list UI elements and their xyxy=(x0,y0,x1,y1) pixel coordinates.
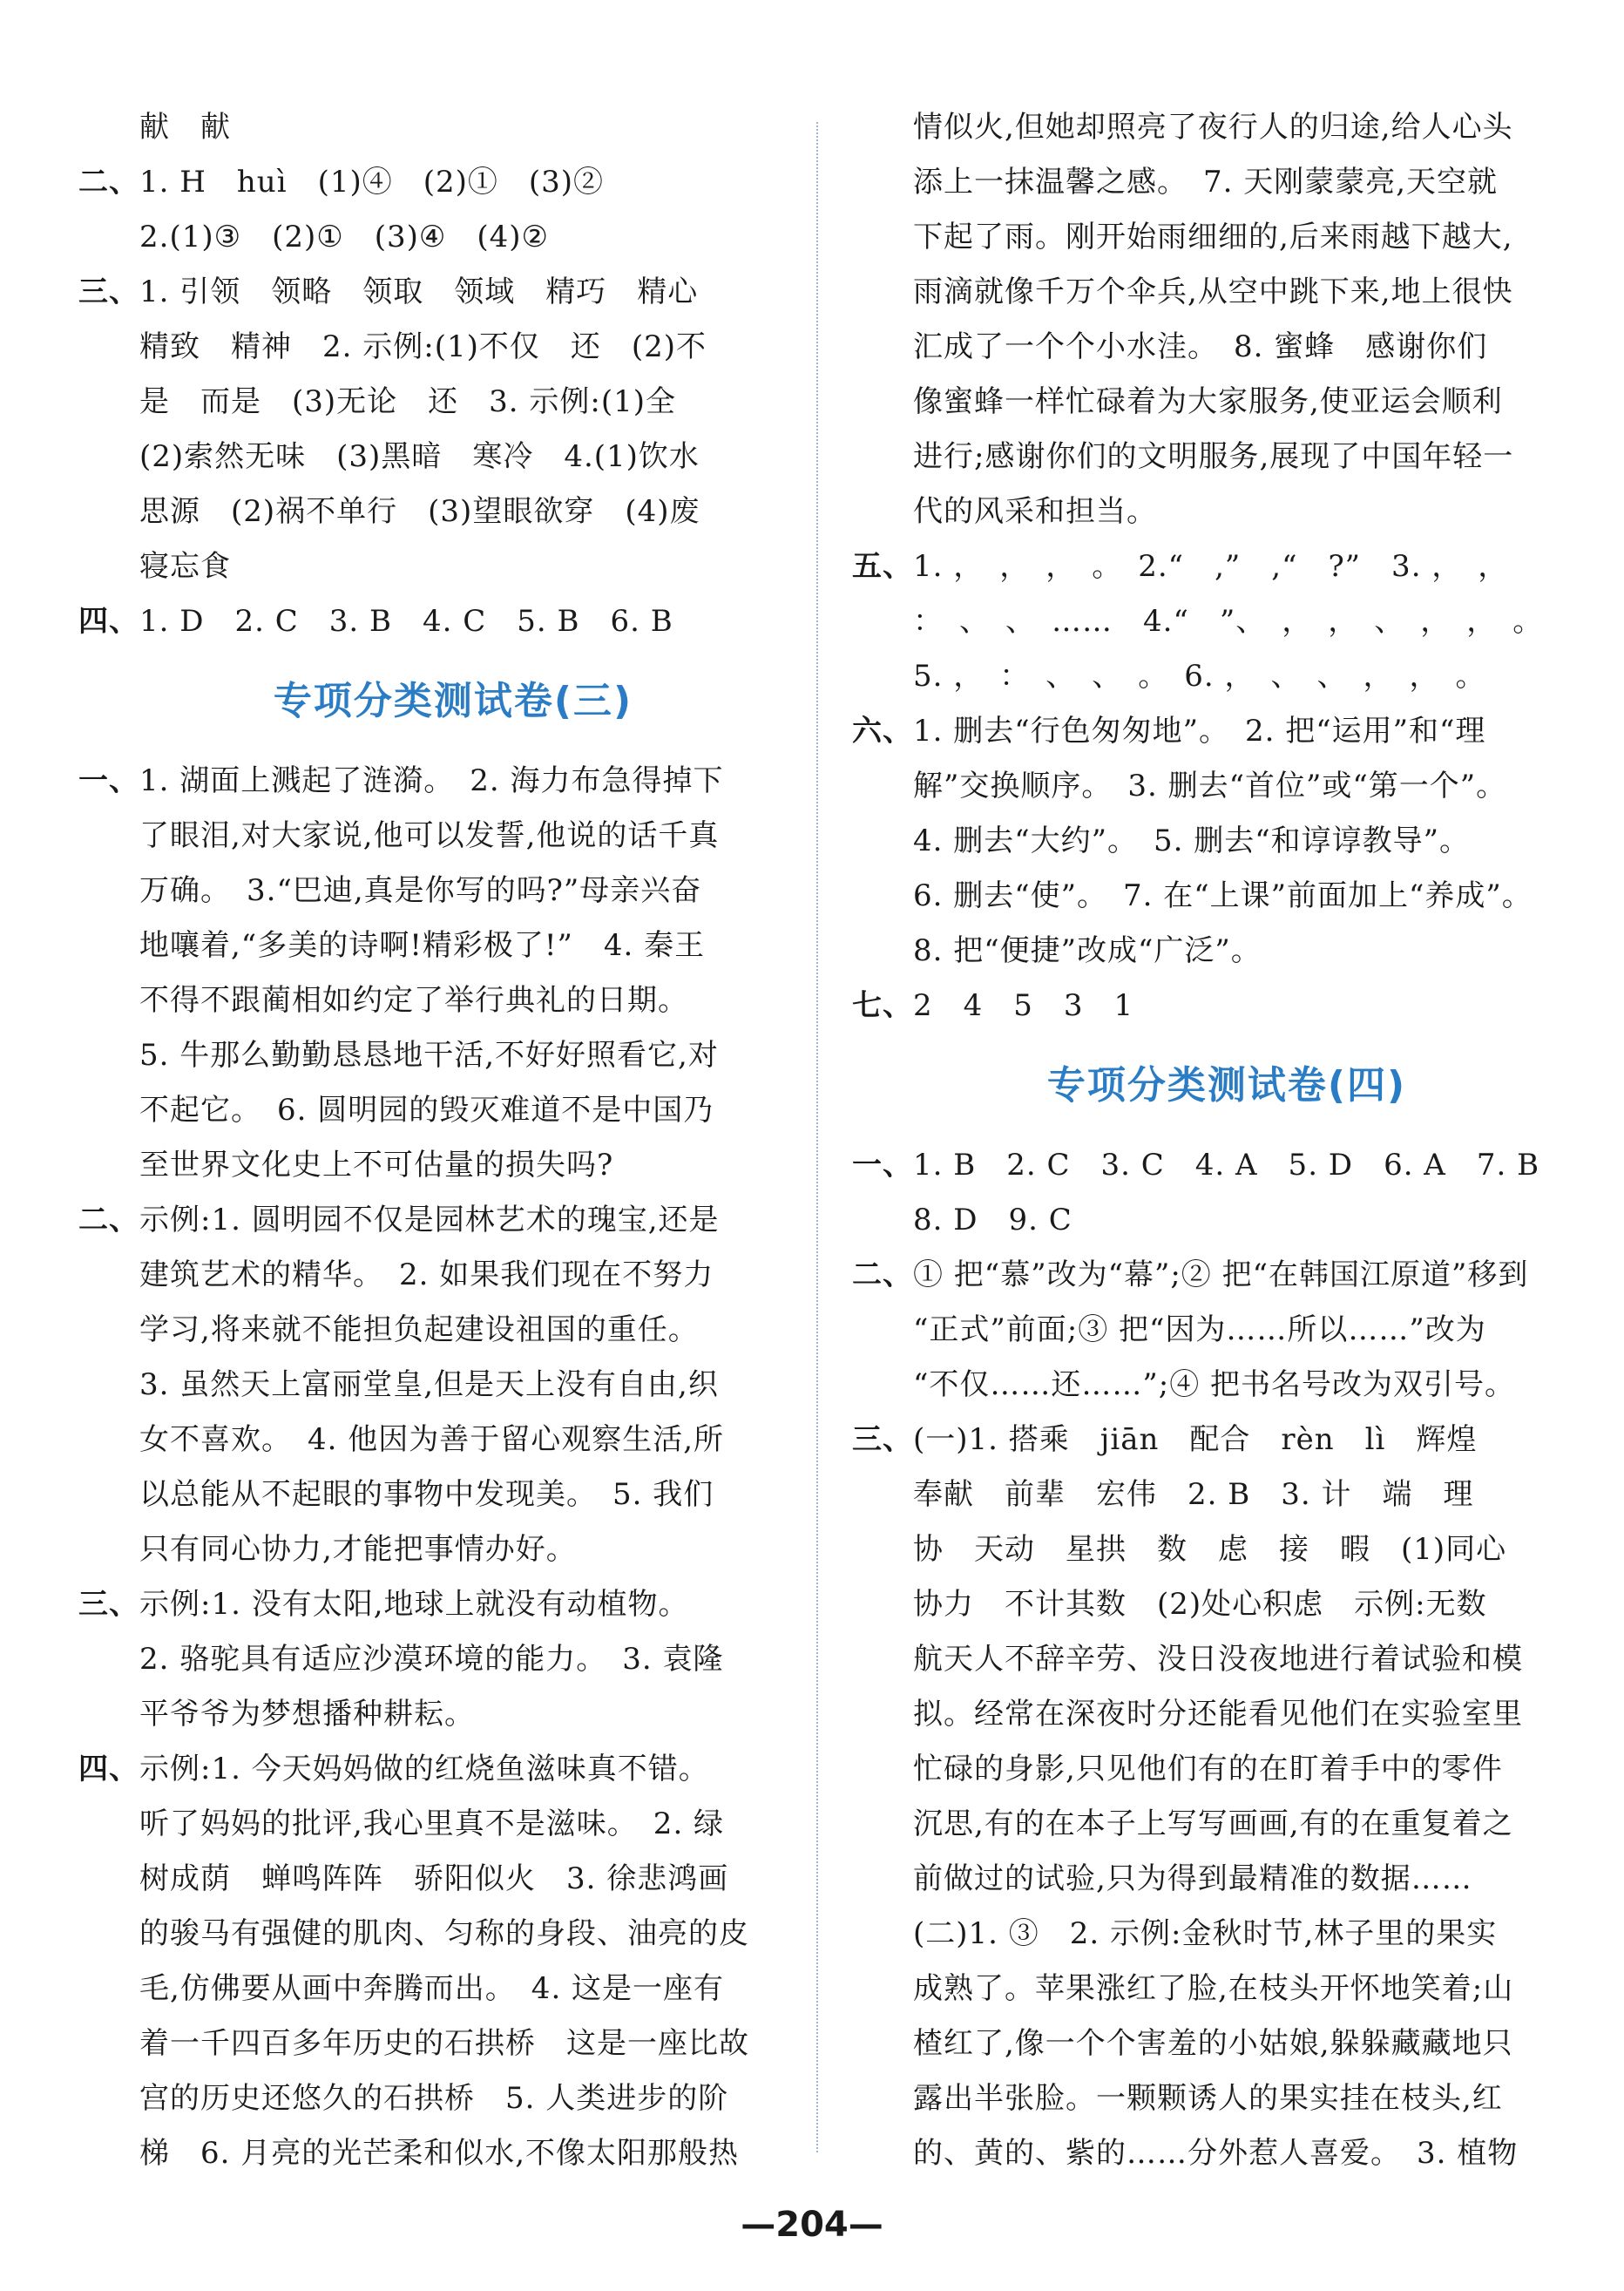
answer-line xyxy=(852,814,1601,869)
answer-line xyxy=(78,155,828,210)
answer-text: 1. H huì (1)④ (2)① (3)② xyxy=(139,165,605,200)
answer-text: 地嚷着,“多美的诗啊!精彩极了!” 4. 秦王 xyxy=(139,928,706,963)
answer-line xyxy=(78,1577,828,1632)
answer-line xyxy=(78,594,828,649)
answer-line xyxy=(78,1413,828,1467)
answer-line xyxy=(852,1358,1601,1413)
answer-line xyxy=(78,809,828,864)
answer-line xyxy=(852,2126,1601,2181)
answer-line xyxy=(852,1467,1601,1522)
answer-line xyxy=(78,210,828,265)
answer-text: 5. 牛那么勤勤恳恳地干活,不好好照看它,对 xyxy=(139,1038,719,1073)
answer-line xyxy=(852,1687,1601,1742)
answer-text: 解”交换顺序。 3. 删去“首位”或“第一个”。 xyxy=(913,769,1507,803)
answer-line xyxy=(852,1248,1601,1303)
answer-line xyxy=(78,2126,828,2181)
answer-line xyxy=(78,918,828,973)
answer-text: 雨滴就像千万个伞兵,从空中跳下来,地上很快 xyxy=(913,275,1513,309)
answer-text: 的、黄的、紫的……分外惹人喜爱。 3. 植物 xyxy=(913,2136,1519,2171)
answer-text: 拟。经常在深夜时分还能看见他们在实验室里 xyxy=(913,1697,1523,1732)
answer-line xyxy=(78,2016,828,2071)
answer-line xyxy=(78,265,828,320)
right-column xyxy=(852,100,1601,2181)
right-answers-bottom xyxy=(852,1138,1601,2181)
answer-text: ： 、 、 …… 4.“ ”、 ， ， 、 ， ， 。 xyxy=(913,604,1544,639)
answer-line xyxy=(78,320,828,375)
answer-text: 献 献 xyxy=(139,110,231,145)
answer-line xyxy=(78,430,828,485)
answer-text: 平爷爷为梦想播种耕耘。 xyxy=(139,1697,475,1732)
answer-text: 成熟了。苹果涨红了脸,在枝头开怀地笑着;山 xyxy=(913,1971,1514,2006)
answer-line xyxy=(78,1522,828,1577)
answer-text: 8. D 9. C xyxy=(913,1203,1073,1237)
answer-text: 只有同心协力,才能把事情办好。 xyxy=(139,1532,577,1567)
answer-line xyxy=(852,1852,1601,1907)
answer-line xyxy=(852,1138,1601,1193)
question-label: 一、 xyxy=(852,1148,913,1183)
question-label: 三、 xyxy=(852,1422,913,1457)
answer-line xyxy=(852,539,1601,594)
answer-text: 不得不跟蔺相如约定了举行典礼的日期。 xyxy=(139,983,688,1018)
answer-text: 4. 删去“大约”。 5. 删去“和谆谆教导”。 xyxy=(913,824,1471,858)
answer-text: 精致 精神 2. 示例:(1)不仅 还 (2)不 xyxy=(139,329,707,364)
answer-text: 以总能从不起眼的事物中发现美。 5. 我们 xyxy=(139,1477,714,1512)
answer-text: 着一千四百多年历史的石拱桥 这是一座比故 xyxy=(139,2026,749,2061)
answer-text: 1. 引领 领略 领取 领域 精巧 精心 xyxy=(139,275,699,309)
answer-line xyxy=(852,1303,1601,1358)
answer-text: 了眼泪,对大家说,他可以发誓,他说的话千真 xyxy=(139,818,720,853)
section-heading-3: 专项分类测试卷(三) xyxy=(273,679,633,723)
answer-text: 8. 把“便捷”改成“广泛”。 xyxy=(913,933,1262,968)
right-answers-top xyxy=(852,100,1601,1034)
answer-text: 思源 (2)祸不单行 (3)望眼欲穿 (4)废 xyxy=(139,494,700,529)
answer-line xyxy=(78,754,828,809)
answer-line xyxy=(78,1687,828,1742)
question-label: 七、 xyxy=(852,988,913,1023)
answer-text: 2.(1)③ (2)① (3)④ (4)② xyxy=(139,220,550,254)
answer-text: 2 4 5 3 1 xyxy=(913,988,1134,1023)
answer-text: 情似火,但她却照亮了夜行人的归途,给人心头 xyxy=(913,110,1513,145)
answer-text: 树成荫 蝉鸣阵阵 骄阳似火 3. 徐悲鸿画 xyxy=(139,1861,729,1896)
answer-line xyxy=(78,1083,828,1138)
answer-text: 忙碌的身影,只见他们有的在盯着手中的零件 xyxy=(913,1752,1503,1786)
answer-text: 代的风采和担当。 xyxy=(913,494,1157,529)
answer-text: (2)索然无味 (3)黑暗 寒冷 4.(1)饮水 xyxy=(139,439,700,474)
answer-text: “正式”前面;③ 把“因为……所以……”改为 xyxy=(913,1312,1486,1347)
answer-line xyxy=(78,1907,828,1962)
answer-line xyxy=(852,485,1601,539)
question-label: 二、 xyxy=(852,1257,913,1292)
answer-text: 不起它。 6. 圆明园的毁灭难道不是中国乃 xyxy=(139,1093,714,1128)
question-label: 三、 xyxy=(78,1587,139,1622)
answer-line xyxy=(78,1303,828,1358)
answer-text: 露出半张脸。一颗颗诱人的果实挂在枝头,红 xyxy=(913,2081,1503,2116)
answer-text: 下起了雨。刚开始雨细细的,后来雨越下越大, xyxy=(913,220,1513,254)
answer-line xyxy=(852,430,1601,485)
answer-text: 寝忘食 xyxy=(139,549,231,584)
answer-line xyxy=(852,1577,1601,1632)
answer-line xyxy=(852,649,1601,704)
answer-line xyxy=(78,1797,828,1852)
answer-text: 至世界文化史上不可估量的损失吗? xyxy=(139,1148,614,1183)
left-answers-top xyxy=(78,100,828,649)
answer-text: “不仅……还……”;④ 把书名号改为双引号。 xyxy=(913,1367,1516,1402)
section-heading-4: 专项分类测试卷(四) xyxy=(1046,1063,1407,1108)
answer-line xyxy=(78,1193,828,1248)
answer-line xyxy=(852,210,1601,265)
answer-text: 毛,仿佛要从画中奔腾而出。 4. 这是一座有 xyxy=(139,1971,725,2006)
answer-text: 6. 删去“使”。 7. 在“上课”前面加上“养成”。 xyxy=(913,878,1533,913)
answer-line xyxy=(78,1742,828,1797)
answer-line xyxy=(78,973,828,1028)
answer-line xyxy=(78,539,828,594)
answer-text: 添上一抹温馨之感。 7. 天刚蒙蒙亮,天空就 xyxy=(913,165,1499,200)
answer-line xyxy=(78,2071,828,2126)
answer-line xyxy=(852,2016,1601,2071)
answer-text: ① 把“慕”改为“幕”;② 把“在韩国江原道”移到 xyxy=(913,1257,1529,1292)
answer-line xyxy=(852,2071,1601,2126)
page-number: —204— xyxy=(741,2205,883,2245)
answer-line xyxy=(78,1467,828,1522)
answer-line xyxy=(78,100,828,155)
answer-text: 听了妈妈的批评,我心里真不是滋味。 2. 绿 xyxy=(139,1806,725,1841)
answer-line xyxy=(852,1413,1601,1467)
answer-text: 女不喜欢。 4. 他因为善于留心观察生活,所 xyxy=(139,1422,725,1457)
answer-text: 前做过的试验,只为得到最精准的数据…… xyxy=(913,1861,1472,1896)
answer-text: 1. B 2. C 3. C 4. A 5. D 6. A 7. B xyxy=(913,1148,1540,1183)
answer-line xyxy=(852,1907,1601,1962)
question-label: 五、 xyxy=(852,549,913,584)
answer-line xyxy=(852,594,1601,649)
answer-line xyxy=(78,1138,828,1193)
answer-line xyxy=(852,869,1601,924)
answer-line xyxy=(852,265,1601,320)
question-label: 六、 xyxy=(852,714,913,749)
answer-line xyxy=(852,155,1601,210)
answer-text: 建筑艺术的精华。 2. 如果我们现在不努力 xyxy=(139,1257,714,1292)
answer-text: 2. 骆驼具有适应沙漠环境的能力。 3. 袁隆 xyxy=(139,1642,724,1677)
answer-text: 进行;感谢你们的文明服务,展现了中国年轻一 xyxy=(913,439,1514,474)
answer-text: 沉思,有的在本子上写写画画,有的在重复着之 xyxy=(913,1806,1513,1841)
answer-text: 汇成了一个个小水洼。 8. 蜜蜂 感谢你们 xyxy=(913,329,1488,364)
answer-text: 示例:1. 圆明园不仅是园林艺术的瑰宝,还是 xyxy=(139,1203,720,1237)
question-label: 三、 xyxy=(78,275,139,309)
question-label: 四、 xyxy=(78,1752,139,1786)
question-label: 二、 xyxy=(78,165,139,200)
answer-line xyxy=(78,375,828,430)
left-answers-bottom xyxy=(78,754,828,2181)
answer-line xyxy=(78,1962,828,2016)
answer-line xyxy=(852,979,1601,1034)
answer-text: 协力 不计其数 (2)处心积虑 示例:无数 xyxy=(913,1587,1487,1622)
answer-line xyxy=(78,1632,828,1687)
answer-text: 1. ， ， ， 。 2.“ ,” ,“ ?” 3. ， ， xyxy=(913,549,1509,584)
answer-text: (二)1. ③ 2. 示例:金秋时节,林子里的果实 xyxy=(913,1916,1498,1951)
answer-line xyxy=(852,704,1601,759)
answer-line xyxy=(78,1028,828,1083)
answer-line xyxy=(852,320,1601,375)
answer-line xyxy=(852,1742,1601,1797)
answer-text: 1. 湖面上溅起了涟漪。 2. 海力布急得掉下 xyxy=(139,763,724,798)
answer-text: 楂红了,像一个个害羞的小姑娘,躲躲藏藏地只 xyxy=(913,2026,1513,2061)
answer-text: 像蜜蜂一样忙碌着为大家服务,使亚运会顺利 xyxy=(913,384,1503,419)
answer-text: 5. ， ： 、 、 。 6. ， 、 、 ， ， 。 xyxy=(913,659,1486,694)
answer-text: 梯 6. 月亮的光芒柔和似水,不像太阳那般热 xyxy=(139,2136,740,2171)
answer-line xyxy=(78,485,828,539)
left-column xyxy=(78,100,828,2181)
answer-text: 宫的历史还悠久的石拱桥 5. 人类进步的阶 xyxy=(139,2081,729,2116)
answer-line xyxy=(852,1193,1601,1248)
answer-line xyxy=(852,375,1601,430)
answer-line xyxy=(852,1632,1601,1687)
answer-text: (一)1. 搭乘 jiān 配合 rèn lì 辉煌 xyxy=(913,1422,1478,1457)
answer-text: 航天人不辞辛劳、没日没夜地进行着试验和模 xyxy=(913,1642,1523,1677)
answer-text: 是 而是 (3)无论 还 3. 示例:(1)全 xyxy=(139,384,677,419)
answer-text: 万确。 3.“巴迪,真是你写的吗?”母亲兴奋 xyxy=(139,873,702,908)
answer-line xyxy=(78,1358,828,1413)
answer-text: 的骏马有强健的肌肉、匀称的身段、油亮的皮 xyxy=(139,1916,749,1951)
answer-line xyxy=(852,1797,1601,1852)
answer-line xyxy=(852,1522,1601,1577)
answer-text: 1. 删去“行色匆匆地”。 2. 把“运用”和“理 xyxy=(913,714,1486,749)
question-label: 二、 xyxy=(78,1203,139,1237)
answer-line xyxy=(78,1852,828,1907)
answer-line xyxy=(78,1248,828,1303)
answer-text: 学习,将来就不能担负起建设祖国的重任。 xyxy=(139,1312,699,1347)
answer-text: 3. 虽然天上富丽堂皇,但是天上没有自由,织 xyxy=(139,1367,719,1402)
answer-text: 协 天动 星拱 数 虑 接 暇 (1)同心 xyxy=(913,1532,1507,1567)
question-label: 四、 xyxy=(78,604,139,639)
answer-line xyxy=(852,100,1601,155)
answer-line xyxy=(78,864,828,918)
answer-line xyxy=(852,924,1601,979)
answer-line xyxy=(852,1962,1601,2016)
answer-text: 示例:1. 今天妈妈做的红烧鱼滋味真不错。 xyxy=(139,1752,709,1786)
answer-text: 示例:1. 没有太阳,地球上就没有动植物。 xyxy=(139,1587,689,1622)
answer-text: 奉献 前辈 宏伟 2. B 3. 计 端 理 xyxy=(913,1477,1474,1512)
answer-text: 1. D 2. C 3. B 4. C 5. B 6. B xyxy=(139,604,673,639)
question-label: 一、 xyxy=(78,763,139,798)
answer-line xyxy=(852,759,1601,814)
